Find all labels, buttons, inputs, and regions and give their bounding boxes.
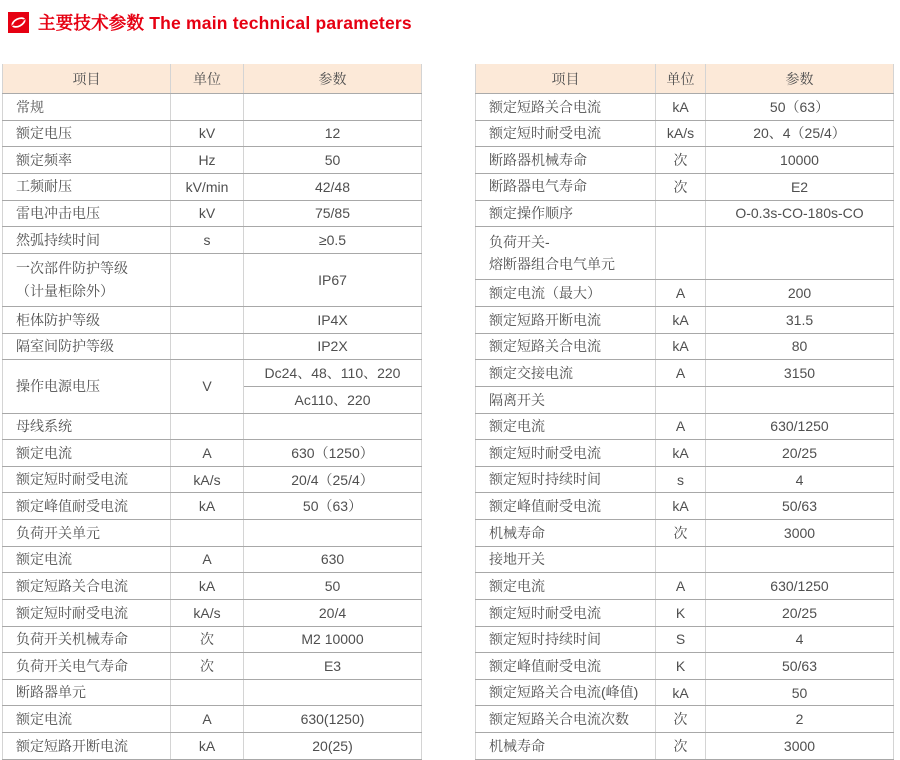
unit-cell: A [656,280,706,307]
table-row [476,440,894,467]
param-name-cell: 接地开关 [476,546,656,573]
table-row [476,626,894,653]
col-header-item: 项目 [476,64,656,94]
unit-cell: 次 [171,653,244,680]
unit-cell [171,413,244,440]
param-name-cell: 额定频率 [3,147,171,174]
param-name-cell: 额定电流 [3,706,171,733]
param-name-cell: 操作电源电压 [3,360,171,413]
table-row [476,200,894,227]
table-row [3,546,422,573]
param-name-cell: 额定短路关合电流 [476,333,656,360]
col-header-unit: 单位 [656,64,706,94]
brand-swirl-icon [8,12,29,33]
param-name-cell: 一次部件防护等级 （计量柜除外） [3,253,171,306]
unit-cell [171,679,244,706]
unit-cell [656,200,706,227]
value-cell: 3000 [706,520,894,547]
param-name-cell: 雷电冲击电压 [3,200,171,227]
table-row [476,520,894,547]
col-header-unit: 单位 [171,64,244,94]
col-header-param: 参数 [706,64,894,94]
table-row [3,227,422,254]
table-row [476,706,894,733]
value-cell: 50/63 [706,493,894,520]
param-name-cell: 额定电流 [476,573,656,600]
param-name-cell: 额定短时持续时间 [476,626,656,653]
table-row [3,200,422,227]
param-name-cell: 负荷开关机械寿命 [3,626,171,653]
value-cell: 50/63 [706,653,894,680]
value-cell: 75/85 [244,200,422,227]
param-name-cell: 额定操作顺序 [476,200,656,227]
table-row [3,147,422,174]
table-row [3,733,422,760]
param-name-cell: 工频耐压 [3,173,171,200]
param-name-cell: 然弧持续时间 [3,227,171,254]
unit-cell: K [656,599,706,626]
unit-cell: kA/s [656,120,706,147]
col-header-item: 项目 [3,64,171,94]
param-name-cell: 额定电流 [3,546,171,573]
value-cell: 20/4 [244,599,422,626]
value-cell: 12 [244,120,422,147]
param-name-cell: 机械寿命 [476,520,656,547]
table-row [3,706,422,733]
value-cell: 50 [244,573,422,600]
unit-cell: kA [171,733,244,760]
value-cell: 20/25 [706,599,894,626]
value-cell: M2 10000 [244,626,422,653]
param-name-cell: 额定电流 [3,440,171,467]
value-cell: IP2X [244,333,422,360]
param-name-cell: 负荷开关电气寿命 [3,653,171,680]
unit-cell [171,94,244,121]
value-cell: 630（1250） [244,440,422,467]
value-cell: Dc24、48、110、220 [244,360,422,387]
value-cell: 50 [244,147,422,174]
table-row [476,733,894,760]
unit-cell [171,333,244,360]
unit-cell: 次 [656,520,706,547]
table-row [3,679,422,706]
value-cell: 42/48 [244,173,422,200]
table-row [3,653,422,680]
value-cell: 80 [706,333,894,360]
unit-cell: kA [656,94,706,121]
value-cell: 10000 [706,147,894,174]
unit-cell [171,520,244,547]
param-name-cell: 额定峰值耐受电流 [476,653,656,680]
param-name-cell: 额定短路开断电流 [3,733,171,760]
value-cell: 50 [706,679,894,706]
unit-cell: 次 [656,733,706,760]
unit-cell [656,546,706,573]
unit-cell: kV [171,200,244,227]
param-name-cell: 隔室间防护等级 [3,333,171,360]
unit-cell: kA [656,493,706,520]
unit-cell: kA [656,679,706,706]
unit-cell: kA/s [171,466,244,493]
right-parameters-table [475,64,894,760]
value-cell [706,386,894,413]
table-row [476,679,894,706]
unit-cell: kA [656,440,706,467]
unit-cell: kV/min [171,173,244,200]
value-cell: 31.5 [706,307,894,334]
param-name-cell: 机械寿命 [476,733,656,760]
unit-cell: S [656,626,706,653]
param-name-cell: 额定短路关合电流次数 [476,706,656,733]
value-cell: IP67 [244,253,422,306]
table-row [476,493,894,520]
param-name-cell: 额定电流 [476,413,656,440]
table-row [476,599,894,626]
value-cell: O-0.3s-CO-180s-CO [706,200,894,227]
param-name-cell: 额定短路关合电流 [476,94,656,121]
table-row [476,307,894,334]
param-name-cell: 额定短路关合电流 [3,573,171,600]
unit-cell: A [171,706,244,733]
param-name-cell: 断路器电气寿命 [476,173,656,200]
table-row [3,120,422,147]
value-cell [244,679,422,706]
table-row [476,653,894,680]
param-name-cell: 额定短时耐受电流 [3,599,171,626]
param-name-cell: 隔离开关 [476,386,656,413]
param-name-cell: 额定峰值耐受电流 [3,493,171,520]
table-header-row [3,64,422,94]
unit-cell: A [656,573,706,600]
table-row [3,440,422,467]
table-row [3,573,422,600]
value-cell [244,520,422,547]
table-row [3,413,422,440]
value-cell [244,94,422,121]
param-name-cell: 额定短时耐受电流 [3,466,171,493]
unit-cell: 次 [171,626,244,653]
value-cell: 3150 [706,360,894,387]
table-row [476,120,894,147]
table-row [3,626,422,653]
table-row [476,173,894,200]
value-cell: 630 [244,546,422,573]
param-name-cell: 母线系统 [3,413,171,440]
param-name-cell: 额定电流（最大） [476,280,656,307]
value-cell: 50（63） [706,94,894,121]
param-name-cell: 额定短路关合电流(峰值) [476,679,656,706]
table-row [476,573,894,600]
unit-cell: A [171,546,244,573]
table-row [476,466,894,493]
value-cell: ≥0.5 [244,227,422,254]
page-header [8,10,412,34]
left-parameters-table [2,64,422,760]
table-row [3,599,422,626]
value-cell: 20、4（25/4） [706,120,894,147]
table-row [3,307,422,334]
unit-cell: kV [171,120,244,147]
table-row [3,333,422,360]
param-name-cell: 柜体防护等级 [3,307,171,334]
table-row [476,546,894,573]
param-name-cell: 断路器机械寿命 [476,147,656,174]
value-cell: 2 [706,706,894,733]
value-cell: 4 [706,626,894,653]
table-row [476,413,894,440]
table-row [3,94,422,121]
value-cell: 630(1250) [244,706,422,733]
value-cell: 630/1250 [706,413,894,440]
value-cell: 50（63） [244,493,422,520]
unit-cell [171,253,244,306]
unit-cell: s [171,227,244,254]
unit-cell: kA [656,333,706,360]
value-cell: 200 [706,280,894,307]
table-row [3,466,422,493]
value-cell [706,227,894,280]
param-name-cell: 常规 [3,94,171,121]
value-cell: Ac110、220 [244,386,422,413]
unit-cell: V [171,360,244,413]
value-cell: 20/25 [706,440,894,467]
col-header-param: 参数 [244,64,422,94]
param-name-cell: 额定短时耐受电流 [476,599,656,626]
unit-cell: 次 [656,706,706,733]
param-name-cell: 额定短路开断电流 [476,307,656,334]
unit-cell: kA [171,573,244,600]
value-cell: 4 [706,466,894,493]
unit-cell: Hz [171,147,244,174]
value-cell: 20(25) [244,733,422,760]
page-title: 主要技术参数 The main technical parameters [38,12,412,33]
param-name-cell: 负荷开关单元 [3,520,171,547]
param-name-cell: 额定峰值耐受电流 [476,493,656,520]
param-name-cell: 额定短时持续时间 [476,466,656,493]
param-name-cell: 额定短时耐受电流 [476,120,656,147]
value-cell: 20/4（25/4） [244,466,422,493]
table-row [476,386,894,413]
value-cell [706,546,894,573]
table-row [3,360,422,387]
unit-cell: kA [171,493,244,520]
param-name-cell: 负荷开关- 熔断器组合电气单元 [476,227,656,280]
unit-cell: A [656,360,706,387]
unit-cell [171,307,244,334]
table-row [476,360,894,387]
table-row [3,253,422,306]
table-row [476,280,894,307]
table-row [476,94,894,121]
value-cell: E2 [706,173,894,200]
param-name-cell: 断路器单元 [3,679,171,706]
unit-cell: 次 [656,147,706,174]
value-cell: E3 [244,653,422,680]
table-row [476,147,894,174]
unit-cell [656,227,706,280]
unit-cell: A [656,413,706,440]
value-cell: 630/1250 [706,573,894,600]
param-name-cell: 额定电压 [3,120,171,147]
table-row [476,227,894,280]
table-row [3,520,422,547]
unit-cell: kA/s [171,599,244,626]
value-cell: 3000 [706,733,894,760]
unit-cell: kA [656,307,706,334]
unit-cell: K [656,653,706,680]
unit-cell: s [656,466,706,493]
unit-cell [656,386,706,413]
table-row [3,493,422,520]
table-row [3,173,422,200]
value-cell [244,413,422,440]
param-name-cell: 额定短时耐受电流 [476,440,656,467]
unit-cell: A [171,440,244,467]
param-name-cell: 额定交接电流 [476,360,656,387]
value-cell: IP4X [244,307,422,334]
unit-cell: 次 [656,173,706,200]
table-row [476,333,894,360]
table-header-row [476,64,894,94]
